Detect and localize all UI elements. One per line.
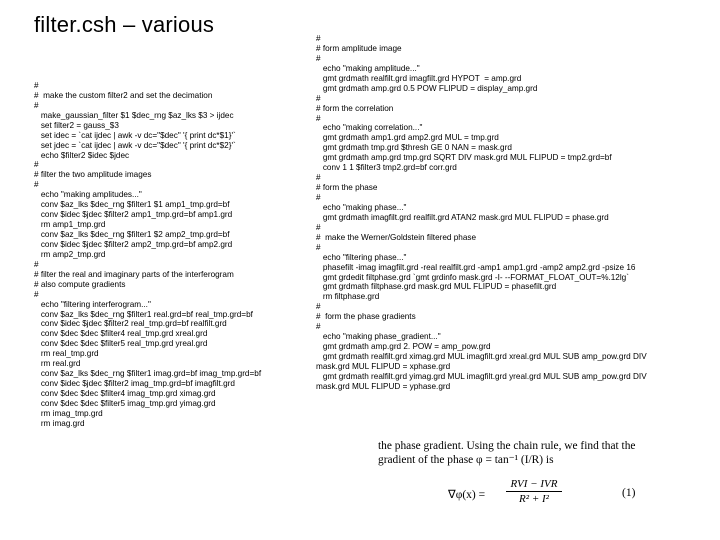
left-code-line: rm real_tmp.grd bbox=[34, 349, 99, 359]
left-code-line: rm imag.grd bbox=[34, 418, 85, 428]
paper-excerpt bbox=[378, 440, 668, 467]
right-code-line: gmt grdmath amp.grd tmp.grd SQRT DIV mask.grd MUL FLIPUD = tmp2.grd=bf bbox=[316, 153, 612, 163]
left-code-line: conv $dec $dec $filter4 real_tmp.grd xreal.grd bbox=[34, 329, 208, 339]
right-code-line: # bbox=[316, 222, 321, 232]
left-code-line: conv $idec $jdec $filter2 amp2_tmp.grd=bf amp2.grd bbox=[34, 239, 233, 249]
right-code-line: # bbox=[316, 113, 321, 123]
right-code-line: # bbox=[316, 34, 321, 43]
right-code-line: # bbox=[316, 322, 321, 332]
right-code-line: # bbox=[316, 242, 321, 252]
right-code-line: # form the phase bbox=[316, 183, 378, 193]
right-code-line: # bbox=[316, 302, 321, 312]
right-code-line: # form the correlation bbox=[316, 103, 394, 113]
equation-numerator: RVI − IVR bbox=[506, 478, 562, 492]
left-code-line: # filter the two amplitude images bbox=[34, 170, 152, 180]
right-code-line: gmt grdmath filtphase.grd mask.grd MUL FLIPUD = phasefilt.grd bbox=[316, 282, 557, 292]
right-code-line: gmt grdmath amp1.grd amp2.grd MUL = tmp.grd bbox=[316, 133, 499, 143]
left-code-line: conv $dec $dec $filter5 imag_tmp.grd yimag.grd bbox=[34, 398, 216, 408]
left-code-line: conv $az_lks $dec_rng $filter1 real.grd=bf real_tmp.grd=bf bbox=[34, 309, 253, 319]
slide-title: filter.csh – various bbox=[34, 12, 215, 37]
right-code-line: # form the phase gradients bbox=[316, 312, 416, 322]
left-code-line: echo $filter2 $idec $jdec bbox=[34, 150, 130, 160]
right-code-block bbox=[316, 34, 647, 392]
left-code-line: conv $az_lks $dec_rng $filter1 imag.grd=bf imag_tmp.grd=bf bbox=[34, 369, 262, 379]
right-code-line: conv 1 1 $filter3 tmp2.grd=bf corr.grd bbox=[316, 163, 457, 173]
right-code-line: # bbox=[316, 193, 321, 202]
right-code-line: echo "making amplitude..." bbox=[316, 63, 420, 73]
left-code-line: # bbox=[34, 100, 39, 110]
left-code-line: # also compute gradients bbox=[34, 279, 126, 289]
left-code-line: rm imag_tmp.grd bbox=[34, 408, 103, 418]
equation-lhs: ∇φ(x) = bbox=[448, 489, 486, 501]
right-code-line: # bbox=[316, 53, 321, 63]
right-code-line: # form amplitude image bbox=[316, 43, 402, 53]
left-code-line: conv $dec $dec $filter5 real_tmp.grd yreal.grd bbox=[34, 339, 208, 349]
left-code-line bbox=[34, 71, 261, 81]
paper-line-1: the phase gradient. Using the chain rule, we find that the bbox=[378, 440, 636, 452]
right-code-line: mask.grd MUL FLIPUD = yphase.grd bbox=[316, 381, 451, 391]
left-code-line: conv $az_lks $dec_rng $filter1 $1 amp1_tmp.grd=bf bbox=[34, 200, 230, 210]
right-code-line: gmt grdmath realfilt.grd ximag.grd MUL imagfilt.grd xreal.grd MUL SUB amp_pow.grd DIV bbox=[316, 352, 647, 361]
paper-line-2: gradient of the phase φ = tan⁻¹ (I/R) is bbox=[378, 453, 554, 466]
left-code-line: # filter the real and imaginary parts of the interferogram bbox=[34, 269, 234, 279]
right-code-line: echo "making correlation..." bbox=[316, 123, 423, 133]
left-code-line: echo "making amplitudes..." bbox=[34, 190, 142, 200]
left-code-line: # bbox=[34, 259, 39, 269]
left-code-line: conv $dec $dec $filter4 imag_tmp.grd ximag.grd bbox=[34, 389, 216, 398]
right-code-line: gmt grdmath imagfilt.grd realfilt.grd ATAN2 mask.grd MUL FLIPUD = phase.grd bbox=[316, 212, 609, 222]
right-code-line: gmt grdmath realfilt.grd yimag.grd MUL imagfilt.grd yreal.grd MUL SUB amp_pow.grd DIV bbox=[316, 371, 647, 381]
right-code-line: # bbox=[316, 173, 321, 183]
left-code-line: # make the custom filter2 and set the decimation bbox=[34, 90, 213, 100]
left-code-line: conv $idec $jdec $filter2 real_tmp.grd=bf realfilt.grd bbox=[34, 319, 227, 329]
right-code-line: gmt grdmath amp.grd 2. POW = amp_pow.grd bbox=[316, 342, 491, 352]
gradient-equation bbox=[448, 478, 688, 518]
right-code-line: # bbox=[316, 93, 321, 103]
right-code-line: phasefilt -imag imagfilt.grd -real realfilt.grd -amp1 amp1.grd -amp2 amp2.grd -psize 16 bbox=[316, 262, 636, 272]
left-code-line: set idec = `cat ijdec | awk -v dc="$dec" '{ print dc*$1}'` bbox=[34, 130, 236, 140]
left-code-line: conv $idec $jdec $filter2 imag_tmp.grd=bf imagfilt.grd bbox=[34, 379, 235, 389]
left-code-line: # bbox=[34, 160, 39, 170]
left-code-line: rm real.grd bbox=[34, 359, 81, 369]
right-code-line: gmt grdmath tmp.grd $thresh GE 0 NAN = mask.grd bbox=[316, 143, 512, 153]
left-code-line: make_gaussian_filter $1 $dec_rng $az_lks $3 > ijdec bbox=[34, 110, 234, 120]
right-code-line: # make the Werner/Goldstein filtered phase bbox=[316, 232, 477, 242]
equation-number: (1) bbox=[622, 487, 636, 499]
left-code-line: conv $az_lks $dec_rng $filter1 $2 amp2_tmp.grd=bf bbox=[34, 230, 230, 239]
left-code-line: echo "filtering interferogram..." bbox=[34, 299, 151, 309]
left-code-line: conv $idec $jdec $filter2 amp1_tmp.grd=bf amp1.grd bbox=[34, 210, 233, 220]
right-code-line: echo "making phase..." bbox=[316, 202, 407, 212]
equation-denominator: R² + I² bbox=[519, 493, 549, 505]
right-code-line: gmt grdedit filtphase.grd `gmt grdinfo mask.grd -I- --FORMAT_FLOAT_OUT=%.12lg` bbox=[316, 272, 629, 282]
left-code-line: set jdec = `cat ijdec | awk -v dc="$dec" '{ print dc*$2}'` bbox=[34, 140, 236, 150]
left-code-line: # bbox=[34, 289, 39, 299]
right-code-line: mask.grd MUL FLIPUD = xphase.grd bbox=[316, 361, 451, 371]
right-code-line: rm filtphase.grd bbox=[316, 292, 380, 302]
left-code-line: set filter2 = gauss_$3 bbox=[34, 120, 119, 130]
right-code-line: echo "making phase_gradient..." bbox=[316, 332, 441, 342]
left-code-line: rm amp1_tmp.grd bbox=[34, 220, 106, 230]
left-code-line: rm amp2_tmp.grd bbox=[34, 249, 106, 259]
left-code-line: # bbox=[34, 80, 39, 90]
left-code-block bbox=[34, 71, 261, 429]
right-code-line: gmt grdmath realfilt.grd imagfilt.grd HYPOT = amp.grd bbox=[316, 73, 522, 83]
left-code-line: # bbox=[34, 180, 39, 190]
right-code-line: echo "filtering phase..." bbox=[316, 252, 407, 262]
right-code-line: gmt grdmath amp.grd 0.5 POW FLIPUD = display_amp.grd bbox=[316, 83, 538, 93]
equation-fraction bbox=[506, 478, 562, 505]
